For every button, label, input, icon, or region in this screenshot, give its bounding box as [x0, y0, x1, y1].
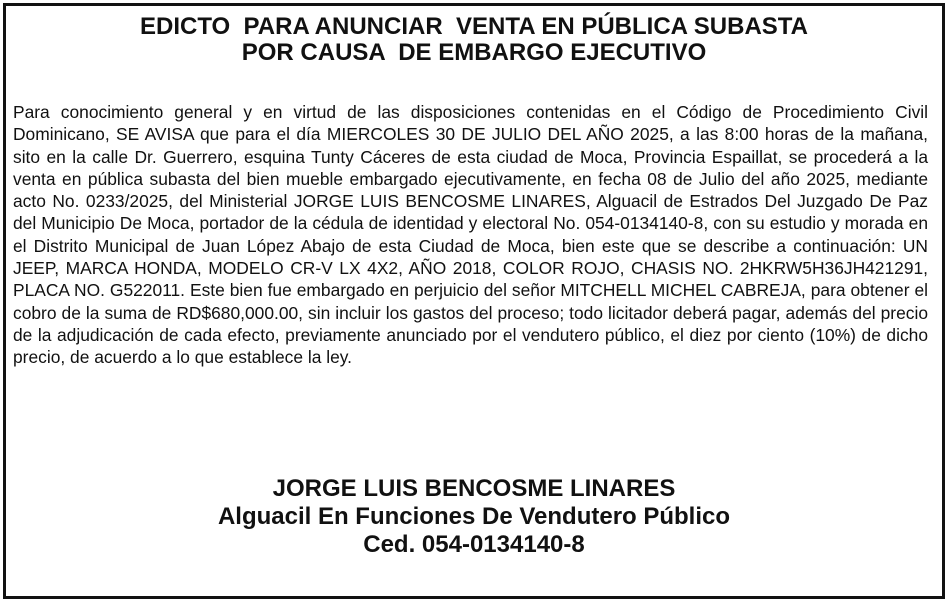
signature-block	[0, 475, 948, 559]
notice-title	[0, 14, 948, 66]
signature-role: Alguacil En Funciones De Vendutero Público	[217, 503, 731, 530]
signature-name: JORGE LUIS BENCOSME LINARES	[272, 475, 676, 502]
signature-id: Ced. 054-0134140-8	[363, 531, 585, 558]
notice-body: Para conocimiento general y en virtud de las disposiciones contenidas en el Código de Procedimiento Civil Dominicano, SE AVISA que para el día MIERCOLES 30 DE JULIO DEL AÑO 2025, a las 8:00 horas de la mañana, sito en la calle Dr. Guerrero, esquina Tunty Cáceres de esta ciudad de Moca, Provincia Espaillat, se procederá a la venta en pública subasta del bien mueble embargado ejecutivamente, en fecha 08 de Julio del año 2025, mediante acto No. 0233/2025, del Ministerial JORGE LUIS BENCOSME LINARES, Alguacil de Estrados Del Juzgado De Paz del Municipio De Moca, portador de la cédula de identidad y electoral No. 054-0134140-8, con su estudio y morada en el Distrito Municipal de Juan López Abajo de esta Ciudad de Moca, bien este que se describe a continuación: UN JEEP, MARCA HONDA, MODELO CR-V LX 4X2, AÑO 2018, COLOR ROJO, CHASIS NO. 2HKRW5H36JH421291, PLACA NO. G522011. Este bien fue embargado en perjuicio del señor MITCHELL MICHEL CABREJA, para obtener el cobro de la suma de RD$680,000.00, sin incluir los gastos del proceso; todo licitador deberá pagar, además del precio de la adjudicación de cada efecto, previamente anunciado por el vendutero público, el diez por ciento (10%) de dicho precio, de acuerdo a lo que establece la ley.	[13, 102, 928, 368]
title-line-1: EDICTO PARA ANUNCIAR VENTA EN PÚBLICA SUBASTA	[139, 13, 808, 40]
title-line-2: POR CAUSA DE EMBARGO EJECUTIVO	[241, 39, 707, 66]
